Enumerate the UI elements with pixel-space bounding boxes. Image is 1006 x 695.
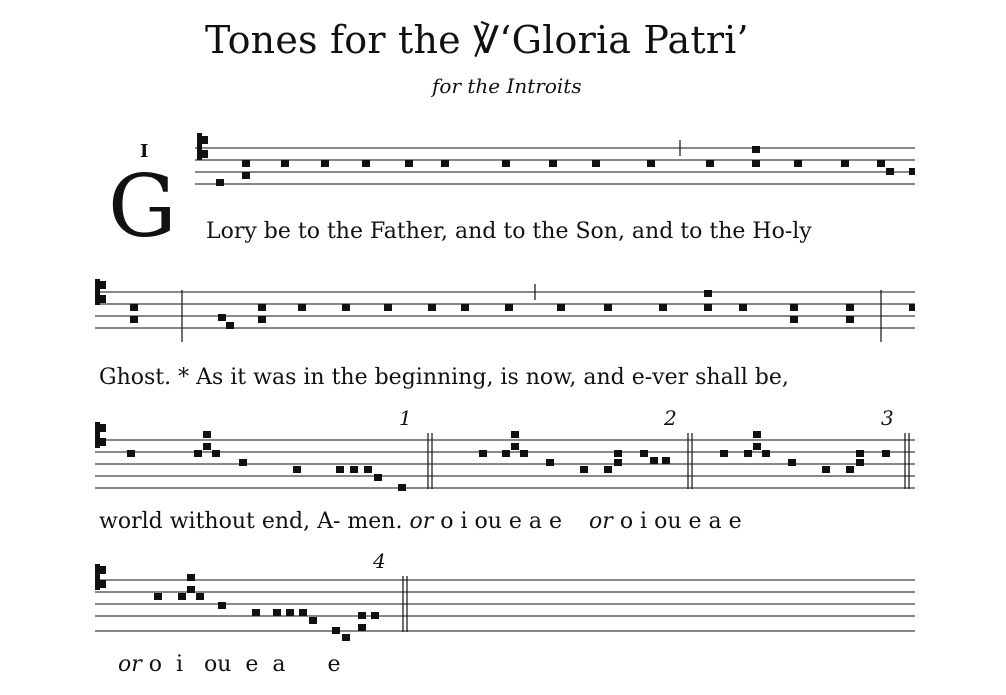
lyric-line-2: Ghost. * As it was in the beginning, is now, and e-ver shall be, (99, 365, 789, 390)
clef-4 (95, 564, 106, 590)
or-label: or (409, 509, 434, 534)
mode-number: I (140, 141, 149, 162)
vowel-text: o i ou e a e (148, 652, 341, 677)
clef-1 (197, 133, 208, 160)
lyric-line-4 (118, 652, 341, 677)
vowel-text: o i ou e a e (440, 509, 563, 534)
or-label: or (589, 509, 613, 534)
lyric-line-1: Lory be to the Father, and to the Son, and to the Ho-ly (206, 219, 812, 244)
bars-2 (182, 284, 881, 342)
vowel-text: o i ou e a e (619, 509, 742, 534)
page-title: Tones for the ℣‘Gloria Patri’ (205, 18, 749, 62)
neumes-2 (130, 290, 915, 329)
or-label: or (118, 652, 142, 677)
termination-number-1: 1 (399, 406, 412, 430)
lyric-line-3 (99, 509, 742, 534)
lyric-text: world without end, A- men. (99, 509, 403, 534)
initial-letter: G (108, 157, 177, 257)
termination-number-4: 4 (373, 549, 386, 573)
termination-number-2: 2 (664, 406, 677, 430)
termination-number-3: 3 (881, 406, 894, 430)
clef-3 (95, 422, 106, 448)
page-subtitle: for the Introits (432, 74, 582, 98)
neumes-1 (216, 146, 915, 186)
